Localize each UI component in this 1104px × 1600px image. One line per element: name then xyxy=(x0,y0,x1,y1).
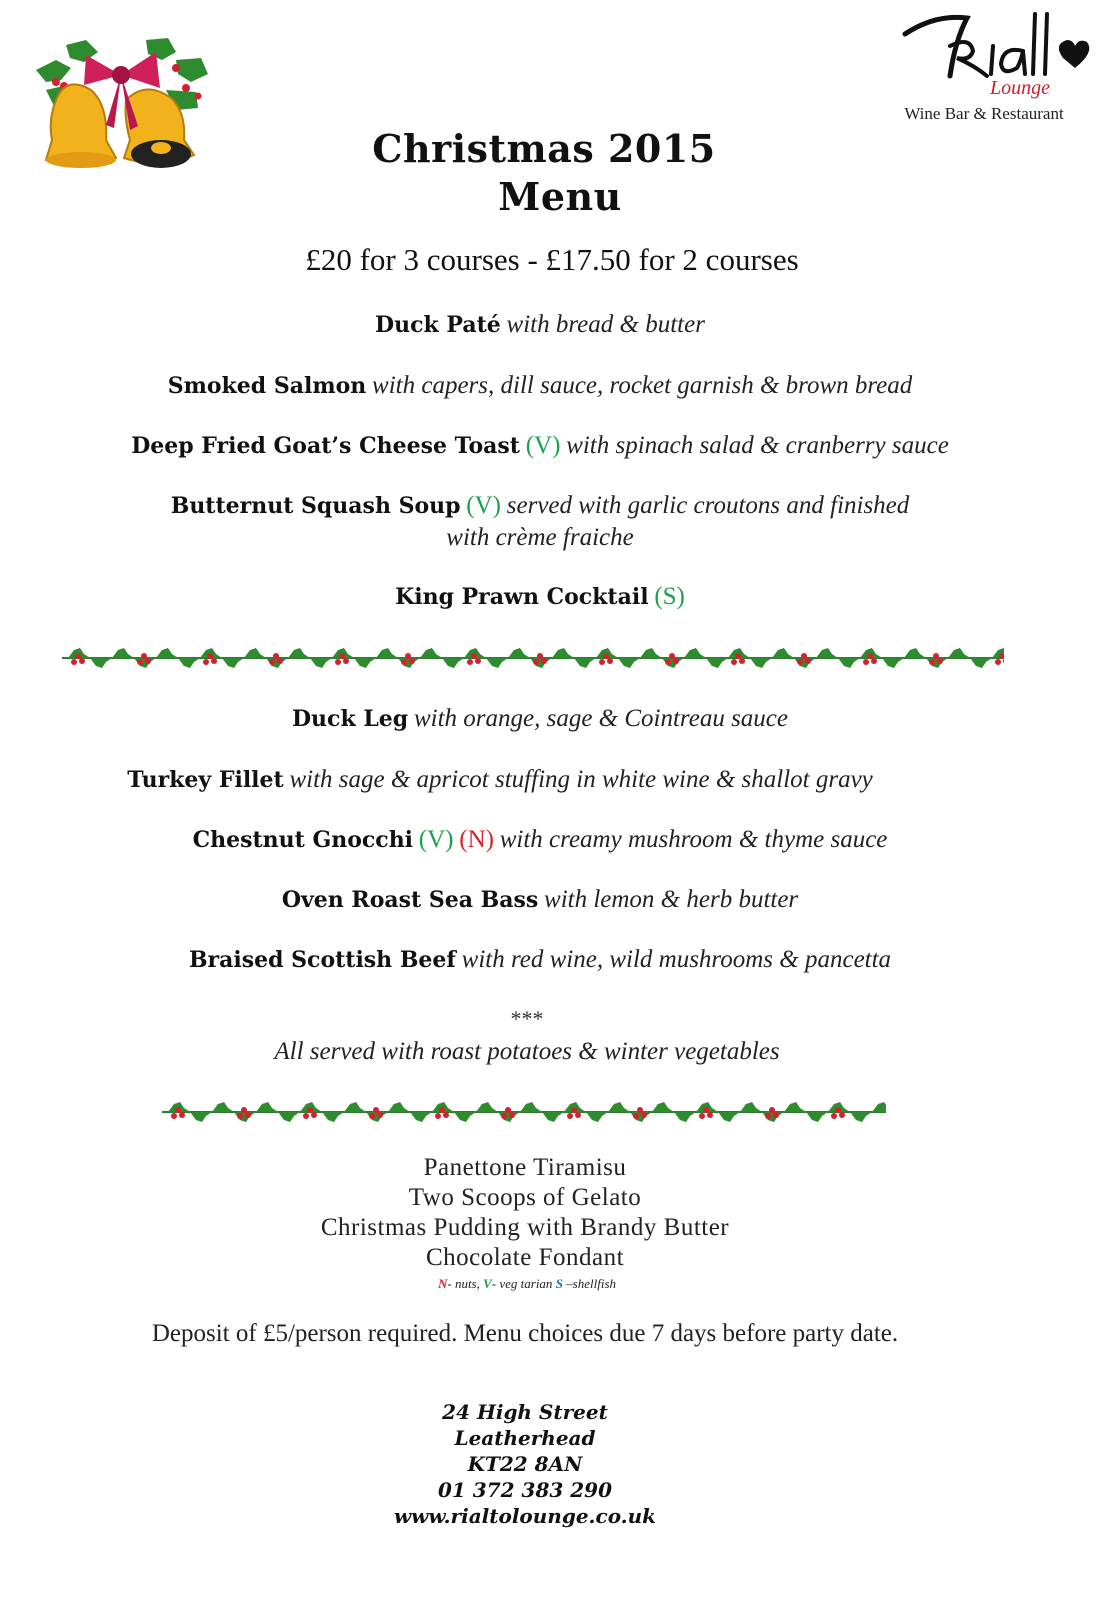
deposit-note: Deposit of £5/person required. Menu choices due 7 days before party date. xyxy=(151,1320,899,1347)
holly-berry xyxy=(607,658,613,664)
menu-item: Deep Fried Goat’s Cheese Toast (V) with spinach salad & cranberry sauce xyxy=(131,432,949,459)
holly-berry xyxy=(237,1113,243,1119)
page-title: Christmas 2015 xyxy=(372,126,716,171)
holly-berry xyxy=(707,1112,713,1118)
holly-berry xyxy=(439,1107,445,1113)
holly-berry xyxy=(699,1113,705,1119)
holly-leaf xyxy=(586,1112,608,1122)
holly-berry xyxy=(277,658,283,664)
holly-berry xyxy=(273,653,279,659)
holly-berry xyxy=(665,659,671,665)
logo-tagline: Wine Bar & Restaurant xyxy=(904,104,1064,123)
holly-berry xyxy=(409,658,415,664)
holly-berry xyxy=(303,1113,309,1119)
holly-berry xyxy=(405,653,411,659)
holly-leaf xyxy=(520,1102,542,1112)
holly-berry xyxy=(79,658,85,664)
holly-leaf xyxy=(740,1102,762,1112)
holly-berry xyxy=(241,1107,247,1113)
holly-leaf xyxy=(178,658,200,668)
holly-leaf xyxy=(850,1112,872,1122)
holly-berry xyxy=(641,1112,647,1118)
holly-berry xyxy=(575,1112,581,1118)
holly-leaf xyxy=(806,1112,828,1122)
holly-leaf xyxy=(222,658,244,668)
holly-berry xyxy=(571,1107,577,1113)
holly-berry xyxy=(475,658,481,664)
holly-berry xyxy=(731,659,737,665)
holly-leaf xyxy=(674,1112,696,1122)
holly-berry xyxy=(867,653,873,659)
holly-leaf xyxy=(322,1112,344,1122)
holly-leaf xyxy=(750,658,772,668)
holly-berry xyxy=(443,1112,449,1118)
menu-item: King Prawn Cocktail (S) xyxy=(395,583,685,610)
holly-leaf xyxy=(784,1102,806,1112)
holly-leaf xyxy=(278,1112,300,1122)
holly-leaf xyxy=(970,658,992,668)
holly-berry xyxy=(669,653,675,659)
holly-leaf xyxy=(640,648,662,658)
menu-item: Duck Leg with orange, sage & Cointreau sauce xyxy=(291,705,789,732)
holly-berry xyxy=(995,659,1001,665)
holly-leaf xyxy=(112,648,134,658)
address-postcode: KT22 8AN xyxy=(467,1452,583,1476)
dessert-item: Panettone Tiramisu xyxy=(423,1154,627,1181)
menu-item: Butternut Squash Soup (V) served with garlic croutons and finished with crème fraiche xyxy=(170,492,910,551)
holly-leaf xyxy=(872,1102,886,1112)
holly-berry xyxy=(269,659,275,665)
holly-leaf xyxy=(244,648,266,658)
holly-berry xyxy=(599,659,605,665)
holly-leaf xyxy=(156,648,178,658)
menu-item: Chestnut Gnocchi (V) (N) with creamy mushroom & thyme sauce xyxy=(192,826,888,853)
holly-berry xyxy=(673,658,679,664)
holly-berry xyxy=(335,659,341,665)
phone-number: 01 372 383 290 xyxy=(438,1478,612,1502)
holly-berry xyxy=(633,1113,639,1119)
website-link: www.rialtolounge.co.uk xyxy=(393,1504,657,1528)
dessert-item: Christmas Pudding with Brandy Butter xyxy=(320,1214,730,1241)
holly-leaf xyxy=(618,658,640,668)
holly-leaf xyxy=(476,1102,498,1112)
holly-leaf xyxy=(838,658,860,668)
holly-leaf xyxy=(608,1102,630,1112)
holly-berry xyxy=(377,1112,383,1118)
holly-berry xyxy=(703,1107,709,1113)
holly-berry xyxy=(175,1107,181,1113)
holly-berry xyxy=(369,1113,375,1119)
holly-leaf xyxy=(772,648,794,658)
holly-leaf xyxy=(508,648,530,658)
holly-berry xyxy=(141,653,147,659)
holly-leaf xyxy=(90,658,112,668)
holly-berry xyxy=(467,659,473,665)
holly-berry xyxy=(735,653,741,659)
address-street: 24 High Street xyxy=(442,1400,608,1424)
holly-leaf xyxy=(354,658,376,668)
holly-berry xyxy=(603,653,609,659)
holly-berry xyxy=(537,653,543,659)
holly-berry xyxy=(831,1113,837,1119)
holly-leaf xyxy=(256,1102,278,1112)
holly-berry xyxy=(339,653,345,659)
menu-item: Braised Scottish Beef with red wine, wild mushrooms & pancetta xyxy=(188,946,892,973)
holly-berry xyxy=(769,1107,775,1113)
dessert-item: Two Scoops of Gelato xyxy=(408,1184,642,1211)
holly-berry xyxy=(567,1113,573,1119)
page-subtitle: Menu xyxy=(498,174,622,219)
holly-berry xyxy=(145,658,151,664)
holly-berry xyxy=(839,1112,845,1118)
price-line: £20 for 3 courses - £17.50 for 2 courses xyxy=(305,242,799,277)
holly-berry xyxy=(471,653,477,659)
holly-leaf xyxy=(542,1112,564,1122)
holly-berry xyxy=(765,1113,771,1119)
holly-berry xyxy=(311,1112,317,1118)
holly-berry xyxy=(171,1113,177,1119)
holly-leaf xyxy=(652,1102,674,1112)
holly-garland xyxy=(62,640,1004,676)
holly-berry xyxy=(75,653,81,659)
holly-berry xyxy=(179,1112,185,1118)
holly-berry xyxy=(373,1107,379,1113)
holly-berry xyxy=(933,653,939,659)
menu-item: Duck Paté with bread & butter xyxy=(375,311,705,338)
holly-berry xyxy=(307,1107,313,1113)
holly-leaf xyxy=(706,658,728,668)
holly-leaf xyxy=(816,648,838,658)
menu-item: Oven Roast Sea Bass with lemon & herb butter xyxy=(281,886,799,913)
holly-berry xyxy=(937,658,943,664)
holly-leaf xyxy=(882,658,904,668)
holly-berry xyxy=(343,658,349,664)
holly-berry xyxy=(137,659,143,665)
holly-leaf xyxy=(310,658,332,668)
holly-leaf xyxy=(388,1102,410,1112)
holly-leaf xyxy=(904,648,926,658)
holly-leaf xyxy=(288,648,310,658)
holly-berry xyxy=(541,658,547,664)
holly-berry xyxy=(203,659,209,665)
holly-garland xyxy=(162,1094,886,1130)
holly-leaf xyxy=(190,1112,212,1122)
holly-berry xyxy=(637,1107,643,1113)
holly-leaf xyxy=(552,648,574,658)
holly-leaf xyxy=(344,1102,366,1112)
holly-berry xyxy=(435,1113,441,1119)
holly-leaf xyxy=(684,648,706,658)
holly-berry xyxy=(863,659,869,665)
holly-leaf xyxy=(454,1112,476,1122)
logo-sub: Lounge xyxy=(990,77,1050,99)
holly-berry xyxy=(207,653,213,659)
served-note: All served with roast potatoes & winter vegetables xyxy=(274,1038,780,1065)
separator: *** xyxy=(510,1006,544,1031)
holly-berry xyxy=(797,659,803,665)
holly-berry xyxy=(871,658,877,664)
holly-berry xyxy=(501,1113,507,1119)
holly-leaf xyxy=(442,658,464,668)
holly-berry xyxy=(805,658,811,664)
holly-leaf xyxy=(212,1102,234,1112)
holly-leaf xyxy=(718,1112,740,1122)
holly-berry xyxy=(401,659,407,665)
holly-berry xyxy=(211,658,217,664)
dessert-item: Chocolate Fondant xyxy=(425,1244,625,1271)
holly-berry xyxy=(71,659,77,665)
holly-berry xyxy=(801,653,807,659)
holly-leaf xyxy=(486,658,508,668)
holly-berry xyxy=(835,1107,841,1113)
holly-leaf xyxy=(948,648,970,658)
holly-berry xyxy=(773,1112,779,1118)
holly-leaf xyxy=(574,658,596,668)
holly-leaf xyxy=(376,648,398,658)
holly-berry xyxy=(929,659,935,665)
holly-leaf xyxy=(420,648,442,658)
menu-item: Smoked Salmon with capers, dill sauce, rocket garnish & brown bread xyxy=(167,372,913,399)
holly-leaf xyxy=(410,1112,432,1122)
holly-berry xyxy=(533,659,539,665)
holly-berry xyxy=(245,1112,251,1118)
holly-berry xyxy=(509,1112,515,1118)
dietary-legend: N- nuts, V- veg tarian S –shellfish xyxy=(437,1276,617,1291)
holly-berry xyxy=(505,1107,511,1113)
address-town: Leatherhead xyxy=(454,1426,596,1450)
holly-berry xyxy=(739,658,745,664)
menu-item: Turkey Fillet with sage & apricot stuffing in white wine & shallot gravy xyxy=(127,766,873,793)
